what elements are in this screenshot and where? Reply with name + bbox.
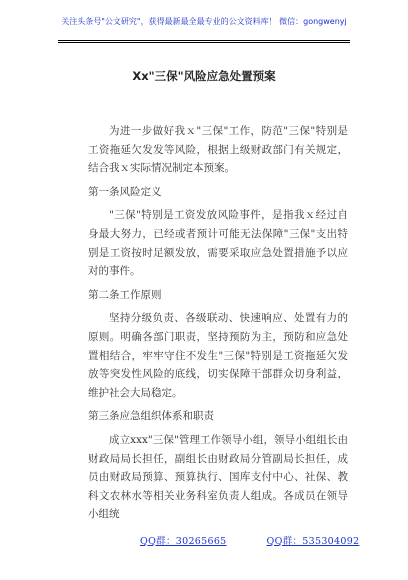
paragraph-intro: 为进一步做好我ｘ"三保"工作，防范"三保"特别是工资拖延欠发发等风险，根据上级财政部门有关规定，结合我ｘ实际情况制定本预案。 (88, 125, 348, 175)
section-heading-3: 第三条应急组织体系和职责 (88, 410, 214, 423)
footer-contacts (140, 533, 399, 547)
header-notice: 关注头条号"公文研究"，获得最新最全最专业的公文资料库！ 微信：gongwenyj (61, 17, 347, 26)
section-heading-2: 第二条工作原则 (88, 288, 162, 301)
footer-qq-group-2: QQ群：535304092 (266, 536, 360, 547)
paragraph-organization: 成立xxx"三保"管理工作领导小组，领导小组组长由财政局局长担任，副组长由财政局分管副局长担任，成员由财政局预算、预算执行、国库支付中心、社保、教科文农林水等相关业务科室负责人组成。各成员在领导小组统 (88, 433, 348, 521)
footer-qq-group-1: QQ群：30265665 (140, 536, 227, 547)
section-heading-1: 第一条风险定义 (88, 185, 162, 198)
document-body (88, 122, 348, 524)
document-title: Xx"三保"风险应急处置预案 (132, 69, 276, 83)
paragraph-definition: "三保"特别是工资发放风险事件，是指我ｘ经过自身最大努力，已经或者预计可能无法保障"三保"支出特别是工资按时足额发放，需要采取应急处置措施予以应对的事件。 (88, 209, 348, 278)
paragraph-principles: 坚持分级负责、各级联动、快速响应、处置有力的原则。明确各部门职责，坚持预防为主，预防和应急处置相结合，牢牢守住不发生"三保"特别是工资拖延欠发放等突发性风险的底线，切实保障干部群众切身利益，维护社会大局稳定。 (88, 312, 348, 399)
header-divider (58, 40, 350, 43)
